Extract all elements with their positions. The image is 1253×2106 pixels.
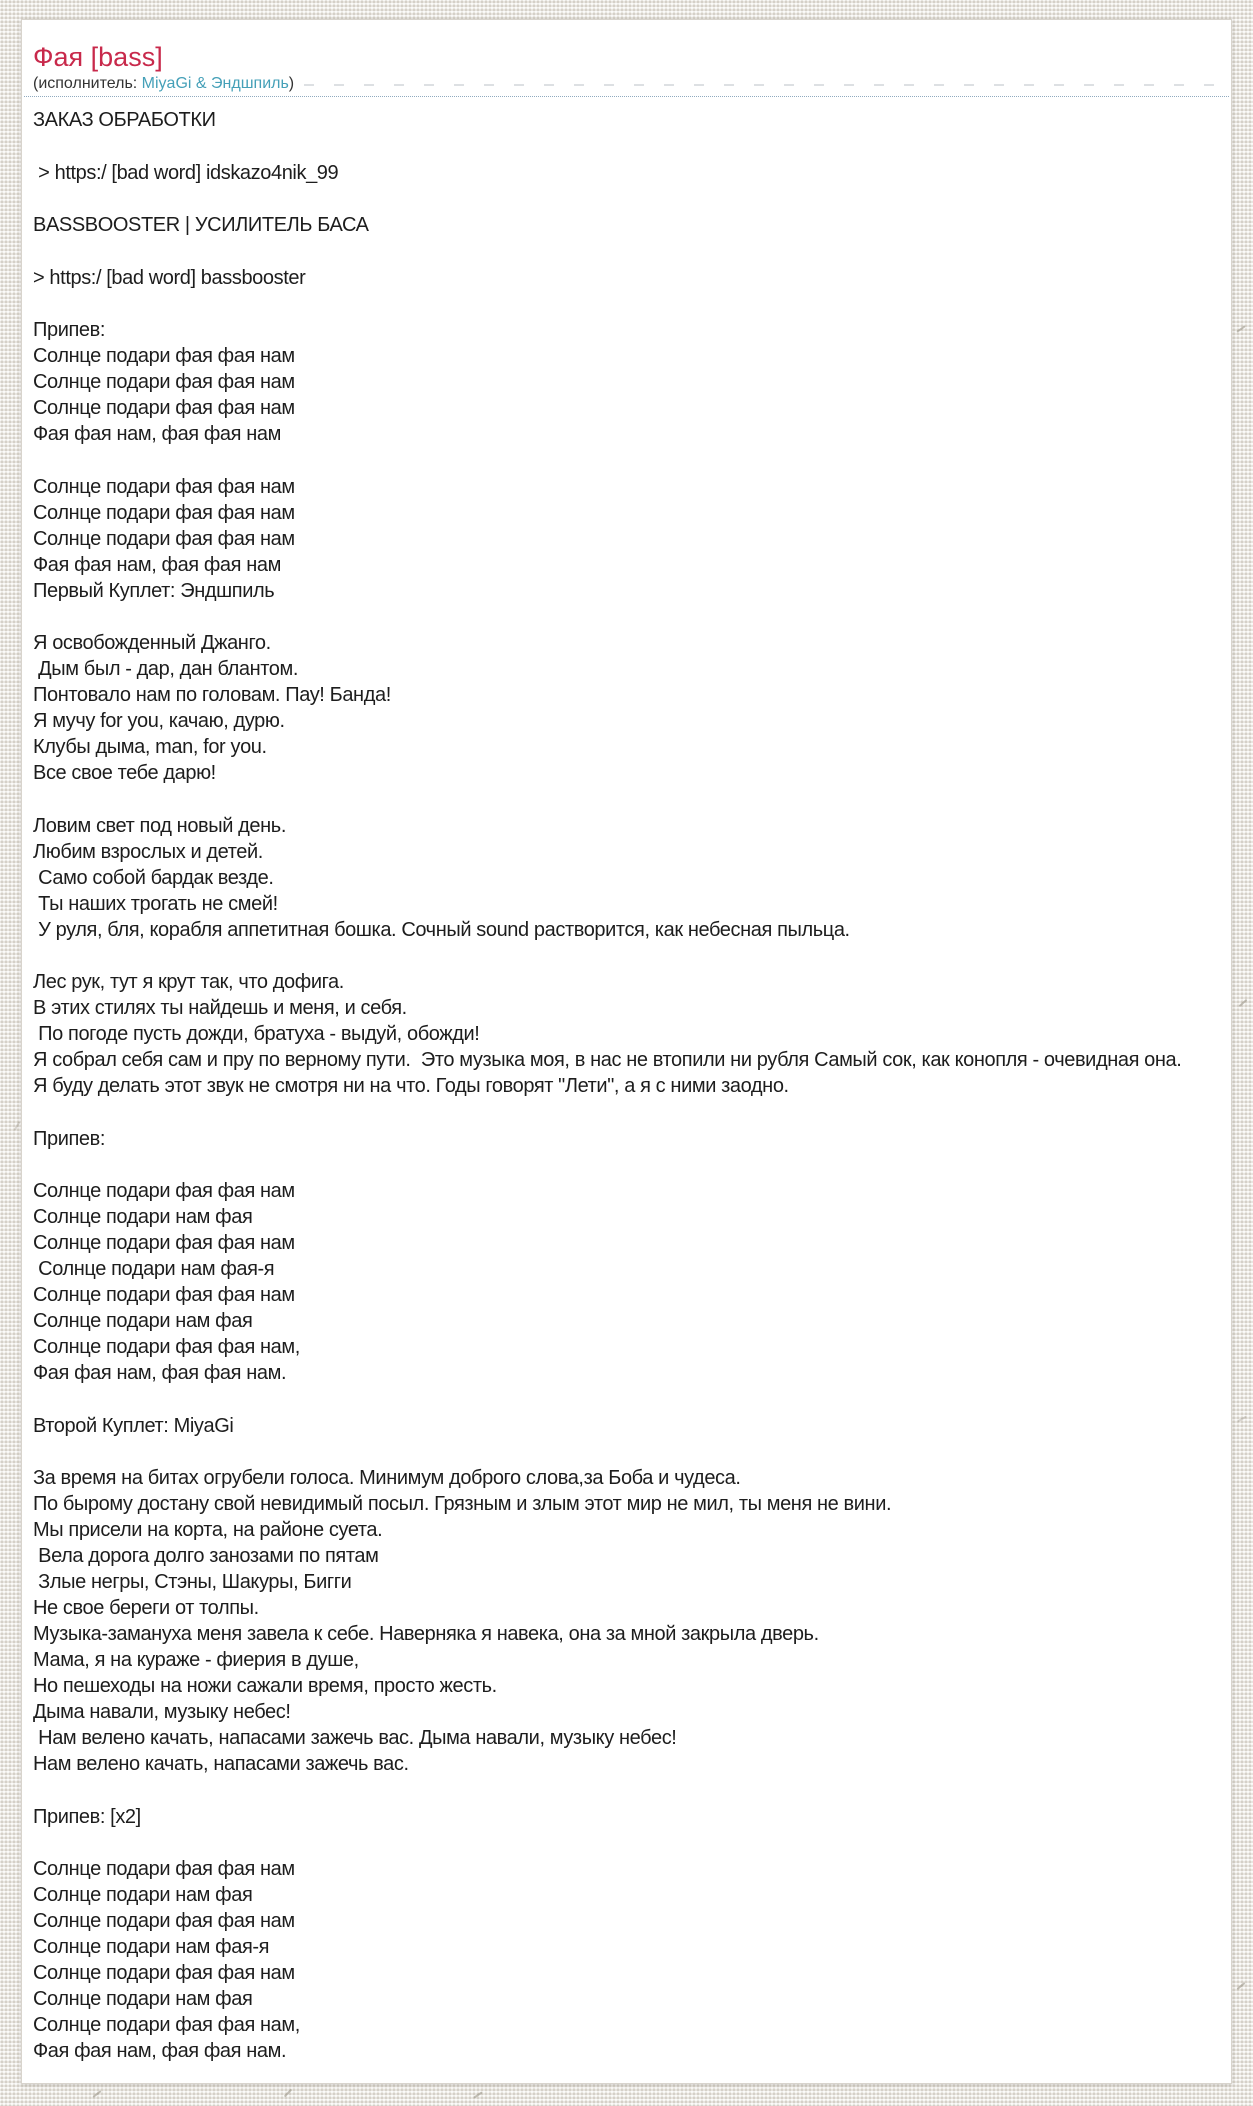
lyrics-line: Солнце подари фая фая нам, <box>33 2014 300 2036</box>
texture-scratch <box>1236 325 1245 332</box>
lyrics-line: Музыка-замануха меня завела к себе. Наверняка я навека, она за мной закрыла дверь. <box>33 1623 819 1645</box>
lyrics-line: У руля, бля, корабля аппетитная бошка. Сочный sound растворится, как небесная пыльца. <box>33 918 850 941</box>
texture-scratch <box>1237 1982 1246 1990</box>
lyrics-line: Солнце подари фая фая нам <box>33 1232 295 1254</box>
texture-scratch <box>92 2090 101 2098</box>
lyrics-line: Фая фая нам, фая фая нам <box>33 553 281 576</box>
lyrics-line: Дыма навали, музыку небес! <box>33 1701 291 1723</box>
lyrics-stanza <box>33 1178 1220 1386</box>
lyrics-line: Солнце подари фая фая нам <box>33 371 295 393</box>
lyrics-line: За время на битах огрубели голоса. Минимум доброго слова,за Боба и чудеса. <box>33 1467 741 1489</box>
lyrics-line: Нам велено качать, напасами зажечь вас. <box>33 1753 409 1775</box>
lyrics-line: Мама, я на кураже - фиерия в душе, <box>33 1649 359 1671</box>
lyrics-line: Солнце подари нам фая-я <box>33 1936 270 1958</box>
lyrics-line: Припев: <box>33 1127 106 1150</box>
lyrics-line: В этих стилях ты найдешь и меня, и себя. <box>33 997 407 1019</box>
lyrics-line: BASSBOOSTER | УСИЛИТЕЛЬ БАСА <box>33 214 369 236</box>
lyrics-line: Фая фая нам, фая фая нам <box>33 423 281 445</box>
page-title: Фая [bass] <box>33 42 163 72</box>
texture-scratch <box>473 2091 482 2098</box>
lyrics-line: Солнце подари фая фая нам <box>33 475 295 498</box>
lyrics-line: > https:/ [bad word] idskazo4nik_99 <box>33 161 339 184</box>
lyrics-stanza <box>33 212 1220 238</box>
lyrics-stanza <box>33 1413 1220 1439</box>
lyrics-line: Припев: [x2] <box>33 1805 141 1828</box>
texture-scratch <box>14 1121 21 1131</box>
lyrics-line: Припев: <box>33 319 106 341</box>
lyrics-stanza <box>33 107 1220 133</box>
lyrics-line: Солнце подари фая фая нам, <box>33 1336 300 1358</box>
lyrics-line: Первый Куплет: Эндшпиль <box>33 579 275 602</box>
lyrics-card <box>21 19 1232 2084</box>
lyrics-line: Я собрал себя сам и пру по верному пути. Это музыка моя, в нас не втопили ни рубля Самый сок, как конопля - очевидная она. <box>33 1049 1182 1071</box>
lyrics-line: Злые негры, Стэны, Шакуры, Бигги <box>33 1571 352 1593</box>
texture-scratch <box>1237 1416 1247 1423</box>
lyrics-line: Солнце подари фая фая нам <box>33 1180 295 1202</box>
lyrics-stanza <box>33 474 1220 604</box>
dashed-leader-line <box>304 84 1218 86</box>
lyrics-stanza <box>33 969 1220 1099</box>
lyrics-stanza <box>33 1856 1220 2064</box>
lyrics-line: Солнце подари фая фая нам <box>33 1962 295 1984</box>
lyrics-line: Солнце подари фая фая нам <box>33 397 295 419</box>
header-separator <box>24 96 1229 97</box>
artist-link[interactable]: MiyaGi & Эндшпиль <box>141 75 289 92</box>
lyrics-stanza <box>33 1126 1220 1152</box>
lyrics-line: Все свое тебе дарю! <box>33 762 216 784</box>
lyrics-line: Не свое береги от толпы. <box>33 1597 259 1619</box>
lyrics-line: Я буду делать этот звук не смотря ни на что. Годы говорят "Лети", а я с ними заодно. <box>33 1075 789 1097</box>
lyrics-line: Солнце подари нам фая <box>33 1310 253 1332</box>
lyrics-line: Дым был - дар, дан блантом. <box>33 658 299 680</box>
lyrics-line: Любим взрослых и детей. <box>33 840 263 863</box>
lyrics-line: Я мучу for you, качаю, дурю. <box>33 710 285 732</box>
lyrics-line: Ловим свет под новый день. <box>33 814 286 837</box>
lyrics-line: Солнце подари нам фая <box>33 1988 253 2010</box>
artist-credit-suffix: ) <box>288 75 295 92</box>
lyrics-line: Солнце подари фая фая нам <box>33 1284 295 1306</box>
lyrics <box>33 107 1220 2064</box>
artist-credit-prefix: (исполнитель: <box>33 75 142 92</box>
lyrics-stanza <box>33 317 1220 447</box>
lyrics-line: Солнце подари фая фая нам <box>33 1858 295 1880</box>
lyrics-line: Солнце подари фая фая нам <box>33 1910 295 1932</box>
lyrics-stanza <box>33 813 1220 943</box>
lyrics-stanza <box>33 1804 1220 1830</box>
lyrics-line: Солнце подари нам фая-я <box>33 1258 275 1280</box>
lyrics-line: Я освобожденный Джанго. <box>33 632 271 654</box>
lyrics-stanza <box>33 160 1220 186</box>
lyrics-line: По бырому достану свой невидимый посыл. Грязным и злым этот мир не мил, ты меня не вини. <box>33 1493 892 1515</box>
lyrics-line: По погоде пусть дожди, братуха - выдуй, обожди! <box>33 1023 480 1045</box>
lyrics-line: ЗАКАЗ ОБРАБОТКИ <box>33 109 216 131</box>
lyrics-line: Второй Куплет: MiyaGi <box>33 1414 234 1437</box>
lyrics-line: Клубы дыма, man, for you. <box>33 736 267 758</box>
lyrics-line: Нам велено качать, напасами зажечь вас. Дыма навали, музыку небес! <box>33 1727 677 1749</box>
lyrics-stanza <box>33 1465 1220 1777</box>
lyrics-line: Лес рук, тут я крут так, что дофига. <box>33 971 344 993</box>
lyrics-line: Солнце подари нам фая <box>33 1884 253 1906</box>
lyrics-line: Ты наших трогать не смей! <box>33 892 278 915</box>
lyrics-stanza <box>33 265 1220 291</box>
artist-credit-row <box>33 74 1220 94</box>
lyrics-line: Фая фая нам, фая фая нам. <box>33 1362 287 1384</box>
lyrics-stanza <box>33 630 1220 786</box>
lyrics-line: Вела дорога долго занозами по пятам <box>33 1545 379 1567</box>
lyrics-line: Понтовало нам по головам. Пау! Банда! <box>33 684 391 706</box>
lyrics-line: Само собой бардак везде. <box>33 866 274 889</box>
lyrics-line: Мы присели на корта, на районе суета. <box>33 1519 383 1541</box>
lyrics-line: Солнце подари фая фая нам <box>33 527 295 550</box>
lyrics-line: Но пешеходы на ножи сажали время, просто жесть. <box>33 1675 497 1697</box>
lyrics-line: Солнце подари фая фая нам <box>33 501 295 524</box>
card-content <box>22 20 1231 2064</box>
texture-scratch <box>1239 999 1248 1007</box>
lyrics-line: Солнце подари нам фая <box>33 1206 253 1228</box>
artist-credit <box>33 74 294 94</box>
lyrics-line: Солнце подари фая фая нам <box>33 345 295 367</box>
lyrics-line: Фая фая нам, фая фая нам. <box>33 2040 287 2062</box>
texture-scratch <box>284 2089 292 2098</box>
lyrics-line: > https:/ [bad word] bassbooster <box>33 266 306 289</box>
